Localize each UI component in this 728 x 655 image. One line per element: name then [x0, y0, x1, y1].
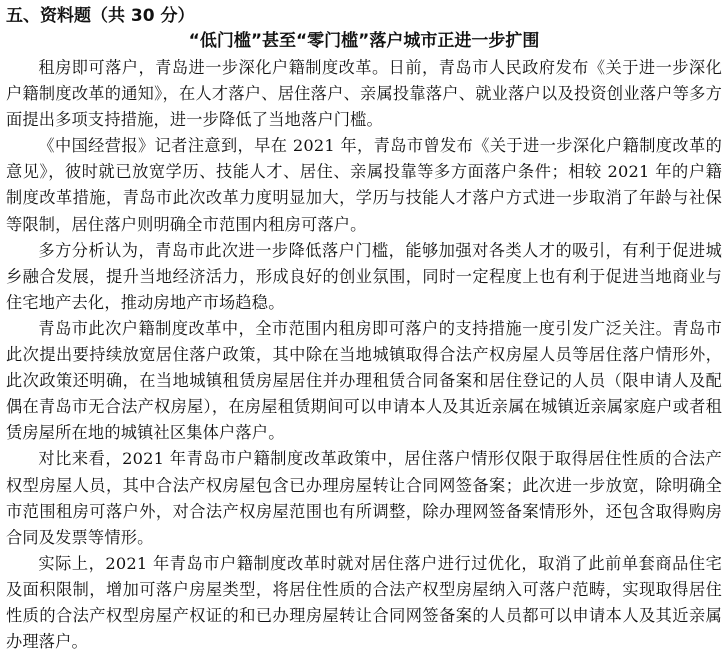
paragraph-3: 多方分析认为，青岛市此次进一步降低落户门槛，能够加强对各类人才的吸引，有利于促进城乡融合发展，提升当地经济活力，形成良好的创业氛围，同时一定程度上也有利于促进当地商业与住宅地产去化，推动房地产市场趋稳。: [6, 240, 722, 312]
paragraph-1: 租房即可落户，青岛进一步深化户籍制度改革。日前，青岛市人民政府发布《关于进一步深化户籍制度改革的通知》，在人才落户、居住落户、亲属投靠落户、就业落户以及投资创业落户等多方面提出多项支持措施，进一步降低了当地落户门槛。: [6, 58, 722, 130]
article-body: [6, 55, 722, 655]
paragraph-6: 实际上，2021 年青岛市户籍制度改革时就对居住落户进行过优化，取消了此前单套商品住宅及面积限制，增加可落户房屋类型，将居住性质的合法产权型房屋纳入可落户范畴，实现取得居住性质的合法产权型房屋产权证的和已办理房屋转让合同网签备案的人员都可以申请本人及其近亲属办理落户。: [6, 553, 722, 652]
section-heading: 五、资料题（共 30 分）: [6, 6, 195, 26]
paragraph-2: 《中国经营报》记者注意到，早在 2021 年，青岛市曾发布《关于进一步深化户籍制度改革的意见》，彼时就已放宽学历、技能人才、居住、亲属投靠等多方面落户条件；相较 2021 年的户籍制度改革措施，青岛市此次改革力度明显加大，学历与技能人才落户方式进一步取消了年龄与社保等限制，居住落户则明确全市范围内租房可落户。: [6, 136, 722, 234]
paragraph-5: 对比来看，2021 年青岛市户籍制度改革政策中，居住落户情形仅限于取得居住性质的合法产权型房屋人员，其中合法产权房屋包含已办理房屋转让合同网签备案；此次进一步放宽，除明确全市范围租房可落户外，对合法产权房屋范围也有所调整，除办理网签备案情形外，还包含取得购房合同及发票等情形。: [6, 449, 722, 547]
article-title: “低门槛”甚至“零门槛”落户城市正进一步扩围: [188, 31, 540, 51]
paragraph-4: 青岛市此次户籍制度改革中，全市范围内租房即可落户的支持措施一度引发广泛关注。青岛市此次提出要持续放宽居住落户政策，其中除在当地城镇取得合法产权房屋人员等居住落户情形外，此次政策还明确，在当地城镇租赁房屋居住并办理租赁合同备案和居住登记的人员（限申请人及配偶在青岛市无合法产权房屋），在房屋租赁期间可以申请本人及其近亲属在城镇近亲属家庭户或者租赁房屋所在地的城镇社区集体户落户。: [6, 318, 722, 443]
